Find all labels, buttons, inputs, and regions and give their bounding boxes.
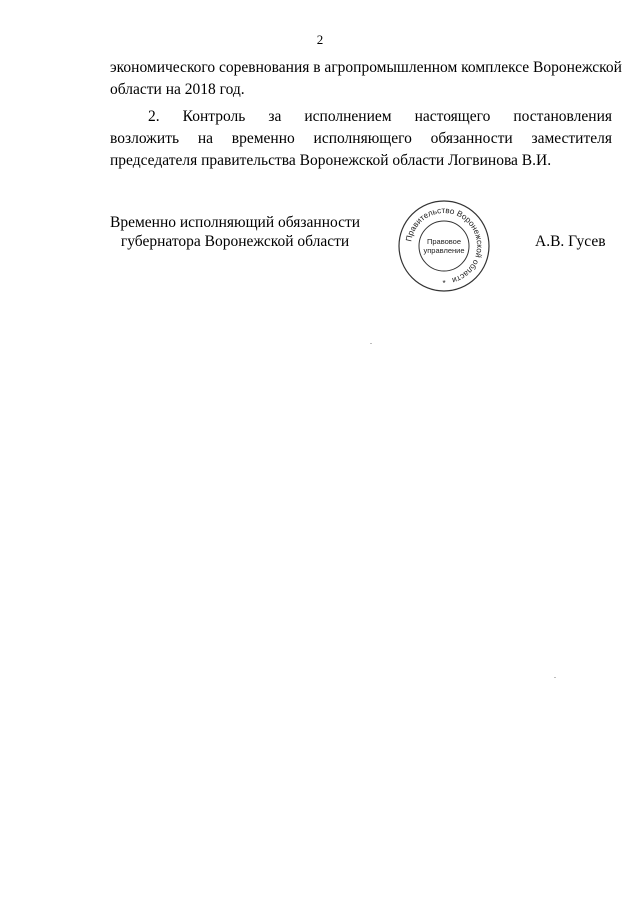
stamp-ring-text: Правительство Воронежской области xyxy=(404,205,485,285)
stamp-star: * xyxy=(442,279,446,288)
signatory-name: А.В. Гусев xyxy=(535,233,606,250)
official-stamp xyxy=(396,198,492,294)
scan-speck xyxy=(554,677,556,678)
body-paragraph-1 xyxy=(110,57,622,101)
paragraph-line: возложить на временно исполняющего обязанности заместителя xyxy=(110,130,612,147)
signatory-title xyxy=(110,213,360,251)
paragraph-line: экономического соревнования в агропромышленном комплексе Воронежской xyxy=(110,59,622,76)
paragraph-line: председателя правительства Воронежской области Логвинова В.И. xyxy=(110,152,552,169)
stamp-center-line: управление xyxy=(423,246,465,255)
paragraph-line: области на 2018 год. xyxy=(110,81,245,98)
stamp-center-line: Правовое xyxy=(426,237,462,246)
signatory-title-line: губернатора Воронежской области xyxy=(120,233,350,250)
scan-speck xyxy=(370,343,372,344)
signature-block xyxy=(0,205,640,293)
body-paragraph-2 xyxy=(110,106,612,172)
paragraph-line: 2. Контроль за исполнением настоящего постановления xyxy=(148,108,612,125)
page-number: 2 xyxy=(316,32,324,47)
signatory-title-line: Временно исполняющий обязанности xyxy=(110,214,361,231)
